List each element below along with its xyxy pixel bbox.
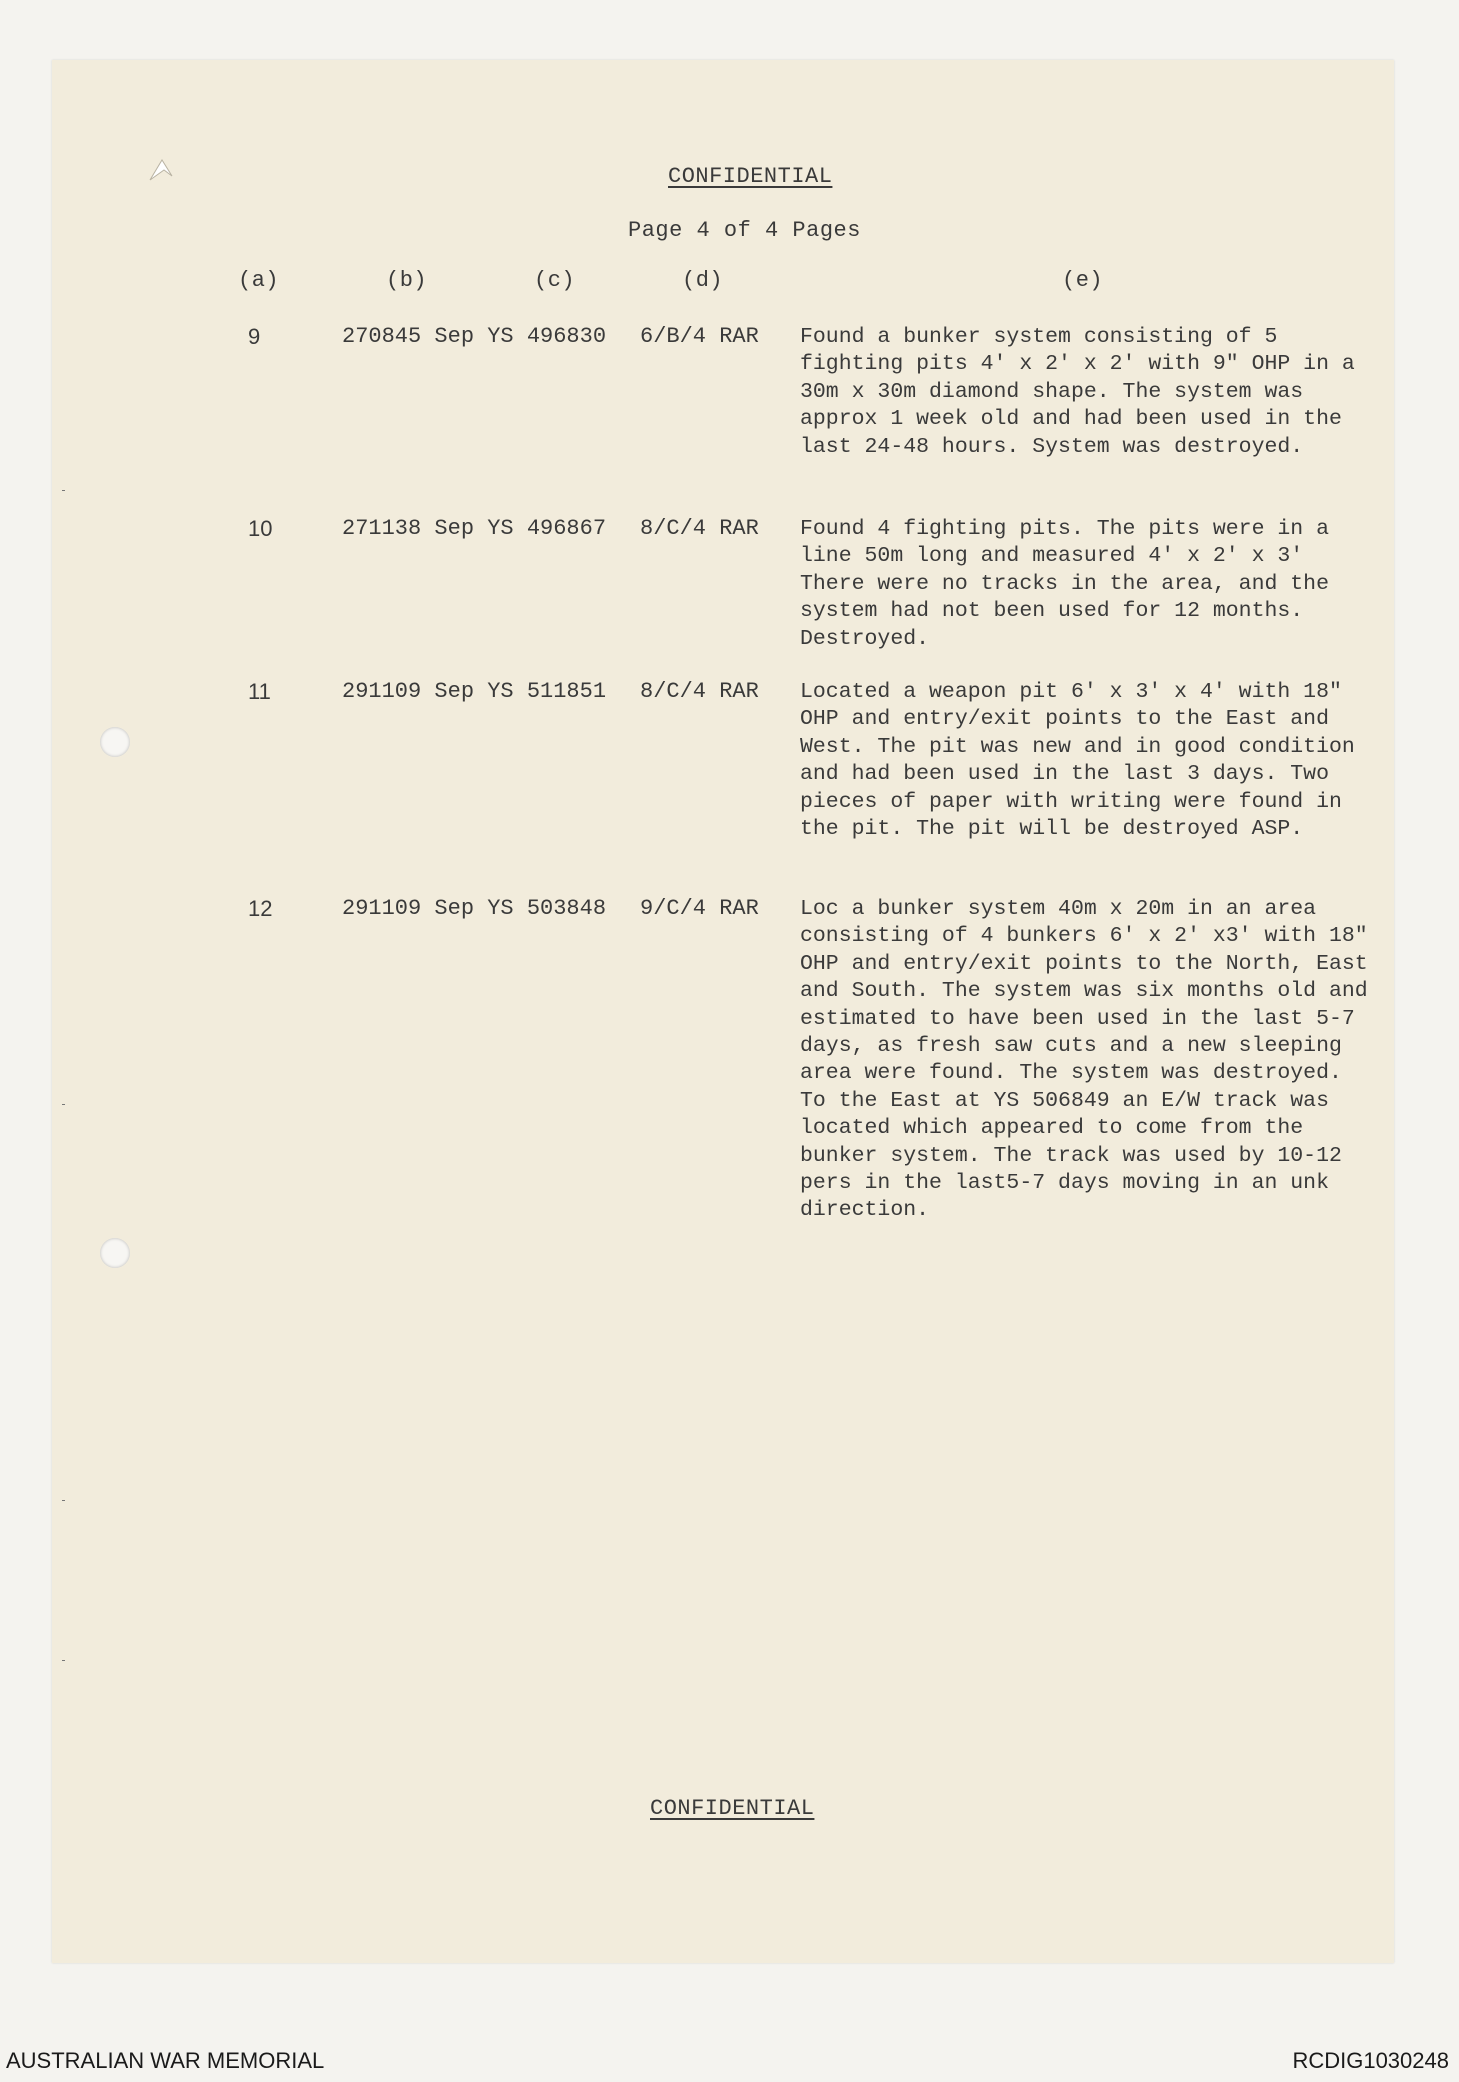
archive-reference-id: RCDIG1030248 bbox=[1292, 2048, 1449, 2073]
punch-hole bbox=[100, 1238, 130, 1268]
row-description: Found 4 fighting pits. The pits were in a line 50m long and measured 4' x 2' x 3' There were no tracks in the area, and the system had not been used for 12 months. Destroyed. bbox=[800, 517, 1329, 651]
row-dtg-grid: 291109 Sep YS 503848 bbox=[342, 896, 607, 921]
paper-crease-mark bbox=[146, 156, 178, 184]
column-header-b: (b) bbox=[386, 268, 428, 293]
row-serial: 11 bbox=[248, 679, 271, 704]
page-number-line: Page 4 of 4 Pages bbox=[628, 218, 861, 243]
margin-mark bbox=[62, 1104, 65, 1105]
margin-mark bbox=[62, 1660, 65, 1661]
classification-header: CONFIDENTIAL bbox=[668, 164, 833, 189]
column-header-d: (d) bbox=[682, 268, 724, 293]
classification-footer: CONFIDENTIAL bbox=[650, 1796, 815, 1821]
row-description: Loc a bunker system 40m x 20m in an area consisting of 4 bunkers 6' x 2' x3' with 18" OHP and entry/exit points to the North, East and South. The system was six months old and estimated to have been used in the last 5-7 days, as fresh saw cuts and a new sleeping area were found. The system was destroyed. To the East at YS 506849 an E/W track was located which appeared to come from the bunker system. The track was used by 10-12 pers in the last5-7 days moving in an unk direction. bbox=[800, 897, 1368, 1223]
punch-hole bbox=[100, 727, 130, 757]
row-dtg-grid: 270845 Sep YS 496830 bbox=[342, 324, 607, 349]
archive-credit: AUSTRALIAN WAR MEMORIAL bbox=[6, 2048, 325, 2073]
row-serial: 9 bbox=[248, 324, 261, 349]
row-unit: 8/C/4 RAR bbox=[640, 516, 759, 541]
margin-mark bbox=[62, 490, 65, 491]
row-dtg-grid: 291109 Sep YS 511851 bbox=[342, 679, 607, 704]
row-dtg-grid: 271138 Sep YS 496867 bbox=[342, 516, 607, 541]
row-serial: 12 bbox=[248, 896, 273, 921]
column-header-c: (c) bbox=[534, 268, 576, 293]
row-description: Found a bunker system consisting of 5 fighting pits 4' x 2' x 2' with 9" OHP in a 30m x 30m diamond shape. The system was approx 1 week old and had been used in the last 24-48 hours. System was destroyed. bbox=[800, 325, 1355, 459]
row-description: Located a weapon pit 6' x 3' x 4' with 18" OHP and entry/exit points to the East and West. The pit was new and in good condition and had been used in the last 3 days. Two pieces of paper with writing were found in the pit. The pit will be destroyed ASP. bbox=[800, 680, 1355, 842]
row-unit: 6/B/4 RAR bbox=[640, 324, 759, 349]
column-header-a: (a) bbox=[238, 268, 280, 293]
margin-mark bbox=[62, 1500, 65, 1501]
column-header-e: (e) bbox=[1062, 268, 1104, 293]
row-serial: 10 bbox=[248, 516, 273, 541]
row-unit: 8/C/4 RAR bbox=[640, 679, 759, 704]
row-unit: 9/C/4 RAR bbox=[640, 896, 759, 921]
